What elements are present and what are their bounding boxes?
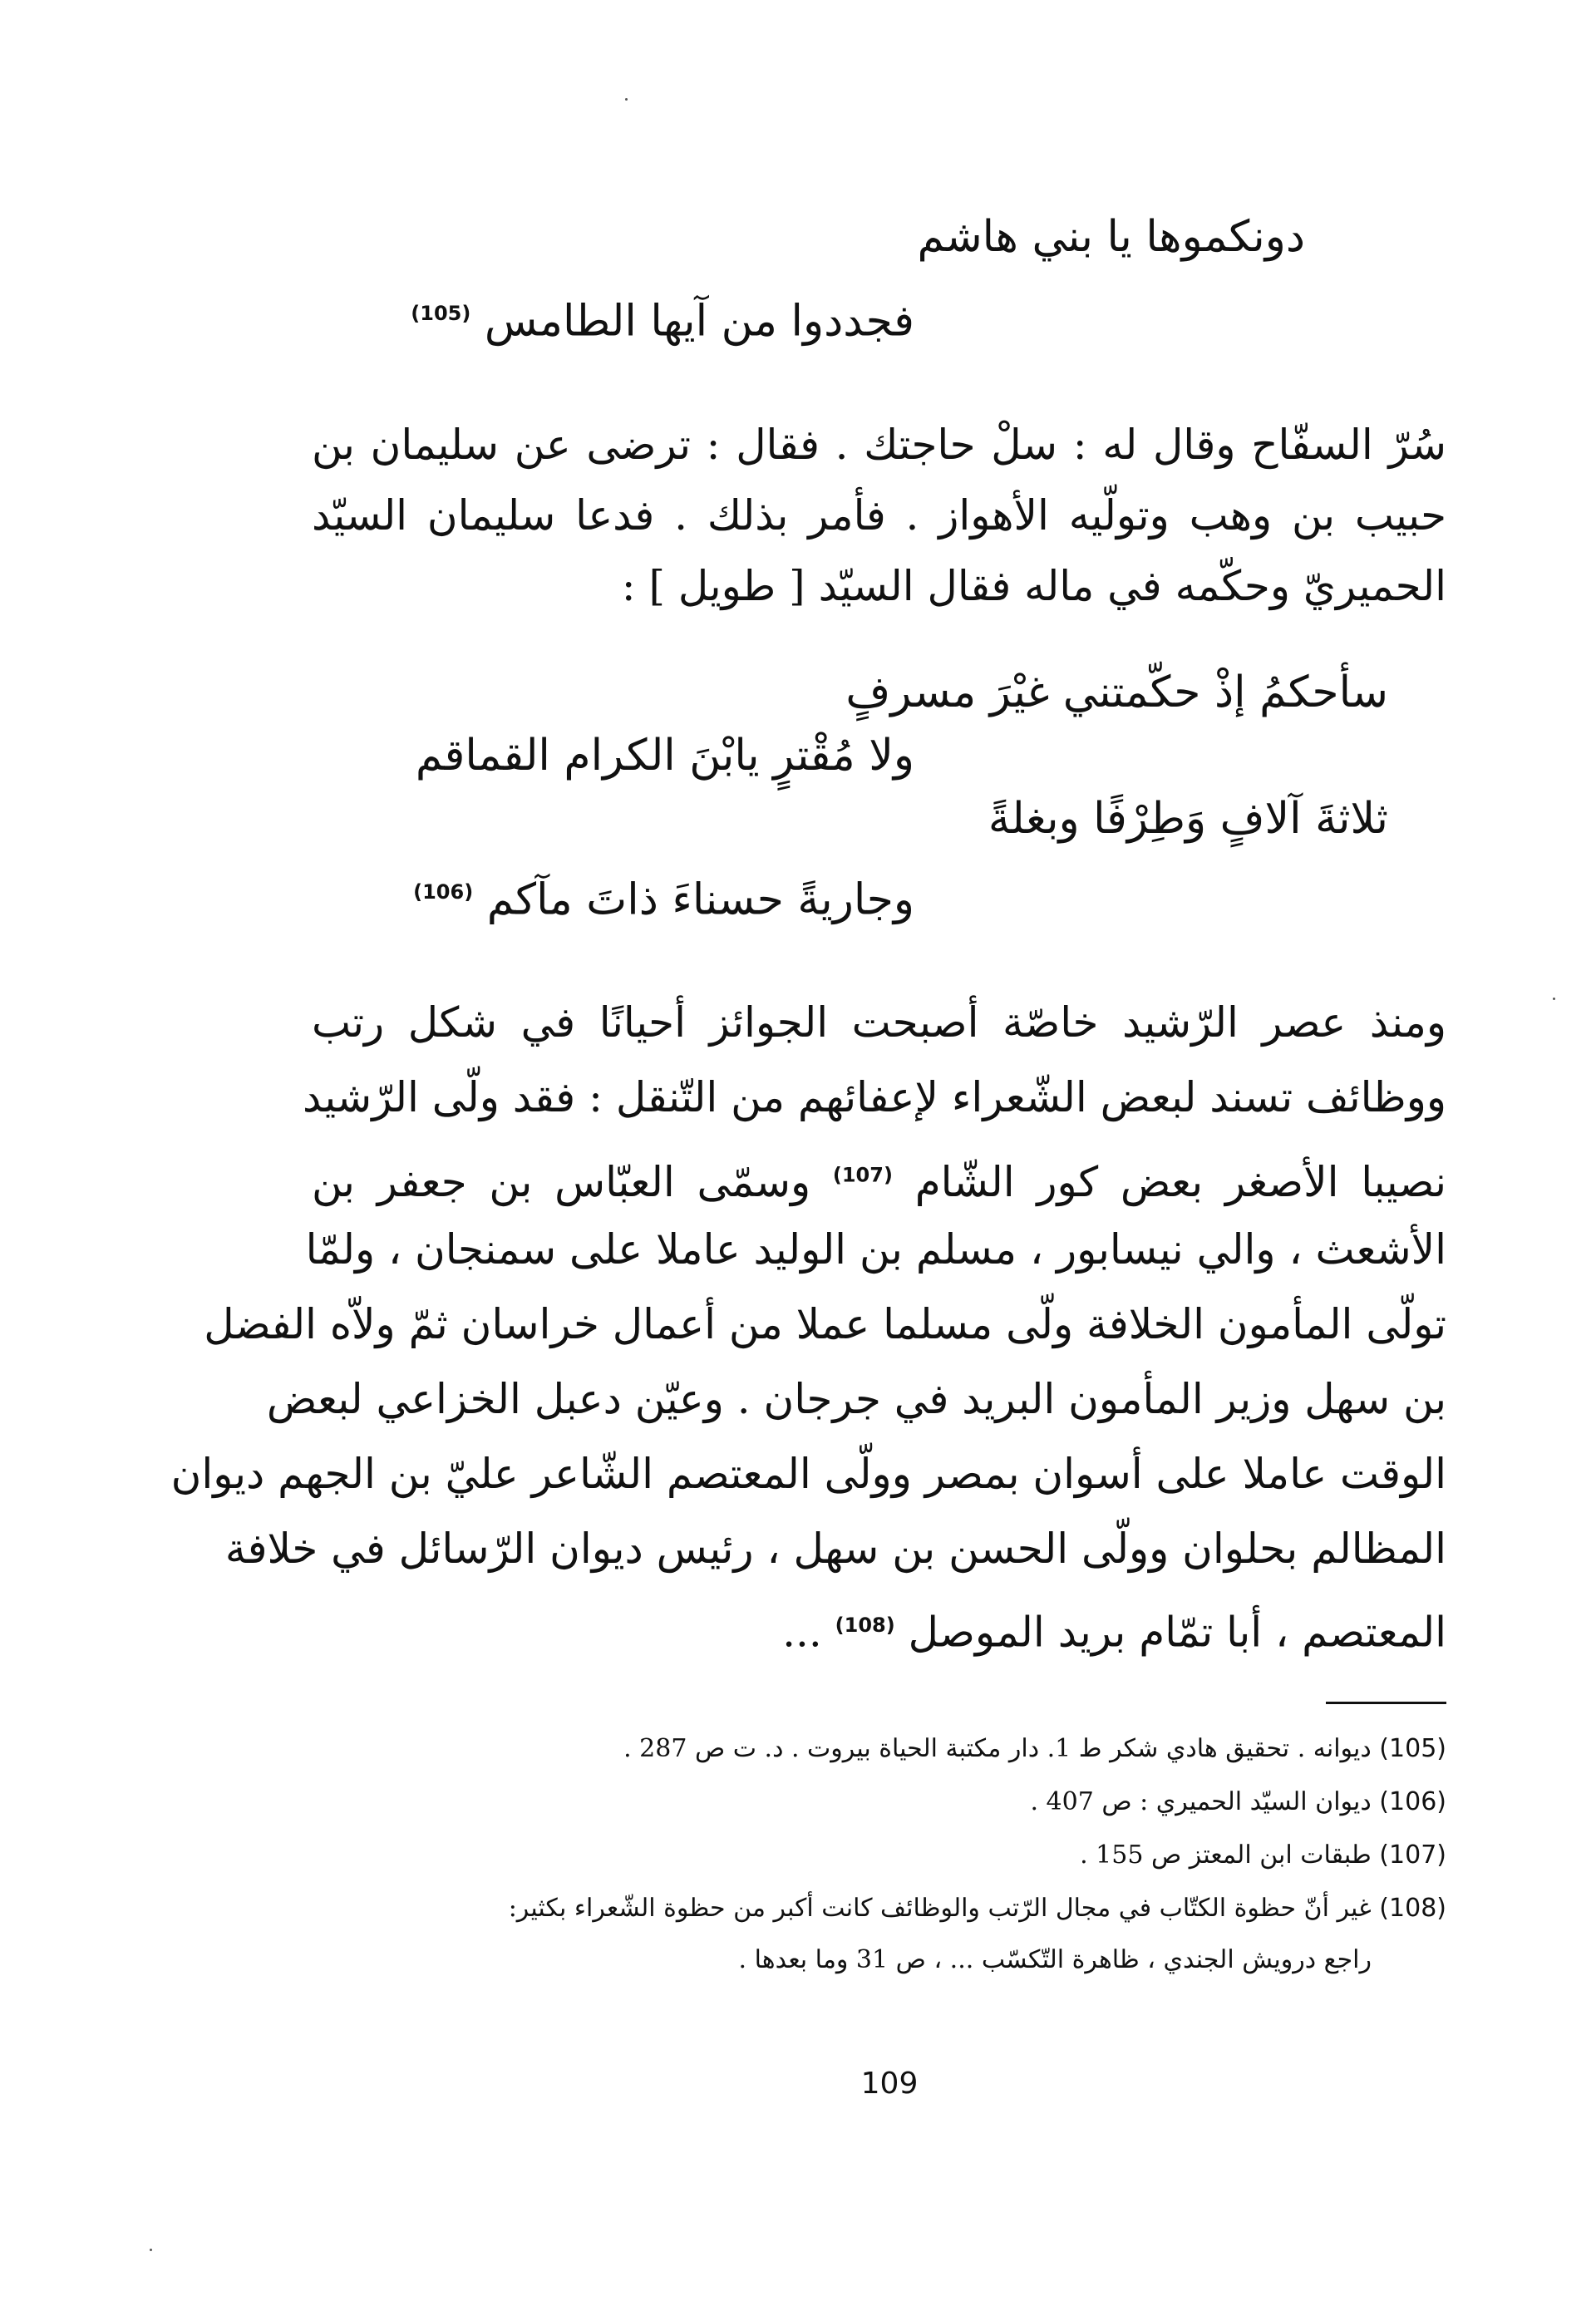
poem1-line1-text: دونكموها يا بني هاشم: [917, 212, 1305, 262]
footnote-106-number: (106): [1379, 1787, 1446, 1816]
para2-line4: [305, 1220, 1446, 1279]
para2-line5-text: تولّى المأمون الخلافة ولّى مسلما عملا من أعمال خراسان ثمّ ولاّه الفضل: [204, 1300, 1446, 1348]
footnote-107: [1080, 1837, 1446, 1874]
para2-line7: [170, 1445, 1446, 1503]
poem2-line4: [413, 863, 914, 929]
footnote-ref-106: (106): [413, 880, 474, 904]
footnote-108-text: غير أنّ حظوة الكتّاب في مجال الرّتب والوظائف كانت أكبر من حظوة الشّعراء بكثير:: [508, 1894, 1372, 1923]
footnote-105-text: ديوانه . تحقيق هادي شكر ط 1. دار مكتبة الحياة بيروت . د. ت ص 287 .: [623, 1734, 1372, 1763]
para1-line3: [622, 557, 1446, 615]
poem2-line3-text: ثلاثةَ آلافٍ وَطِرْفًا وبغلةً: [988, 794, 1388, 844]
para2-line9-after: ...: [782, 1608, 822, 1657]
para2-line1-text: ومنذ عصر الرّشيد خاصّة أصبحت الجوائز أحيانًا في شكل رتب: [312, 998, 1446, 1047]
poem2-line1-text: سأحكمُ إذْ حكّمتني غيْرَ مسرفٍ: [845, 668, 1388, 717]
para2-line5: [204, 1295, 1446, 1353]
para2-line3-after: وسمّى العبّاس بن جعفر بن: [312, 1157, 811, 1206]
para1-line2-text: حبيب بن وهب وتولّيه الأهواز . فأمر بذلك . فدعا سليمان السيّد: [312, 491, 1446, 540]
para2-line1: [312, 993, 1446, 1052]
para1-line1: [312, 416, 1446, 474]
para1-line3-text: الحميريّ وحكّمه في ماله فقال السيّد [ طويل ] :: [621, 562, 1446, 610]
para2-line6-text: بن سهل وزير المأمون البريد في جرجان . وعيّن دعبل الخزاعي لبعض: [266, 1375, 1446, 1423]
page-number: 109: [860, 2067, 919, 2101]
scan-speck: [625, 98, 628, 101]
para2-line2-text: ووظائف تسند لبعض الشّعراء لإعفائهم من التّنقل : فقد ولّى الرّشيد: [302, 1073, 1446, 1121]
poem2-line2-text: ولا مُقْترٍ يابْنَ الكرام القماقم: [415, 731, 914, 781]
poem1-line2: [411, 284, 914, 350]
footnote-108: [509, 1890, 1446, 1927]
poem1-line1: [917, 208, 1305, 266]
footnote-ref-107: (107): [832, 1163, 893, 1186]
poem2-line1: [845, 663, 1388, 722]
footnote-105: [623, 1731, 1446, 1767]
footnote-105-number: (105): [1379, 1734, 1446, 1763]
para1-line1-text: سُرّ السفّاح وقال له : سلْ حاجتك . فقال : ترضى عن سليمان بن: [312, 421, 1446, 469]
para2-line3: [312, 1146, 1446, 1211]
poem1-line2-text: فجددوا من آيها الطامس: [484, 296, 914, 347]
poem2-line2: [416, 727, 914, 785]
para1-line2: [312, 486, 1446, 544]
footnote-107-number: (107): [1379, 1840, 1446, 1870]
para2-line9: [782, 1596, 1446, 1662]
poem2-line3: [988, 790, 1388, 848]
para2-line7-text: الوقت عاملا على أسوان بمصر وولّى المعتصم الشّاعر عليّ بن الجهم ديوان: [170, 1450, 1446, 1498]
footnote-ref-108: (108): [835, 1614, 895, 1637]
footnote-106: [1030, 1784, 1446, 1821]
para2-line8: [224, 1520, 1446, 1578]
footnote-separator: [1326, 1702, 1446, 1704]
para2-line3-before: نصيبا الأصغر بعض كور الشّام: [914, 1157, 1446, 1206]
poem2-line4-text: وجاريةً حسناءَ ذاتَ مآكم: [486, 875, 914, 925]
footnote-108-continuation: [739, 1942, 1372, 1978]
footnote-ref-105: (105): [411, 302, 471, 325]
footnote-106-text: ديوان السيّد الحميري : ص 407 .: [1030, 1787, 1372, 1816]
scan-speck: [150, 2249, 152, 2251]
scan-speck: [1553, 998, 1555, 1000]
para2-line9-before: المعتصم ، أبا تمّام بريد الموصل: [908, 1608, 1446, 1657]
footnote-108-number: (108): [1379, 1894, 1446, 1923]
para2-line6: [266, 1370, 1446, 1428]
footnote-108-cont-text: راجع درويش الجندي ، ظاهرة التّكسّب ... ، ص 31 وما بعدها .: [738, 1945, 1372, 1974]
para2-line4-text: الأشعث ، والي نيسابور ، مسلم بن الوليد عاملا على سمنجان ، ولمّا: [305, 1225, 1446, 1274]
para2-line8-text: المظالم بحلوان وولّى الحسن بن سهل ، رئيس ديوان الرّسائل في خلافة: [224, 1525, 1446, 1573]
para2-line2: [302, 1068, 1446, 1126]
footnote-107-text: طبقات ابن المعتز ص 155 .: [1080, 1840, 1372, 1870]
